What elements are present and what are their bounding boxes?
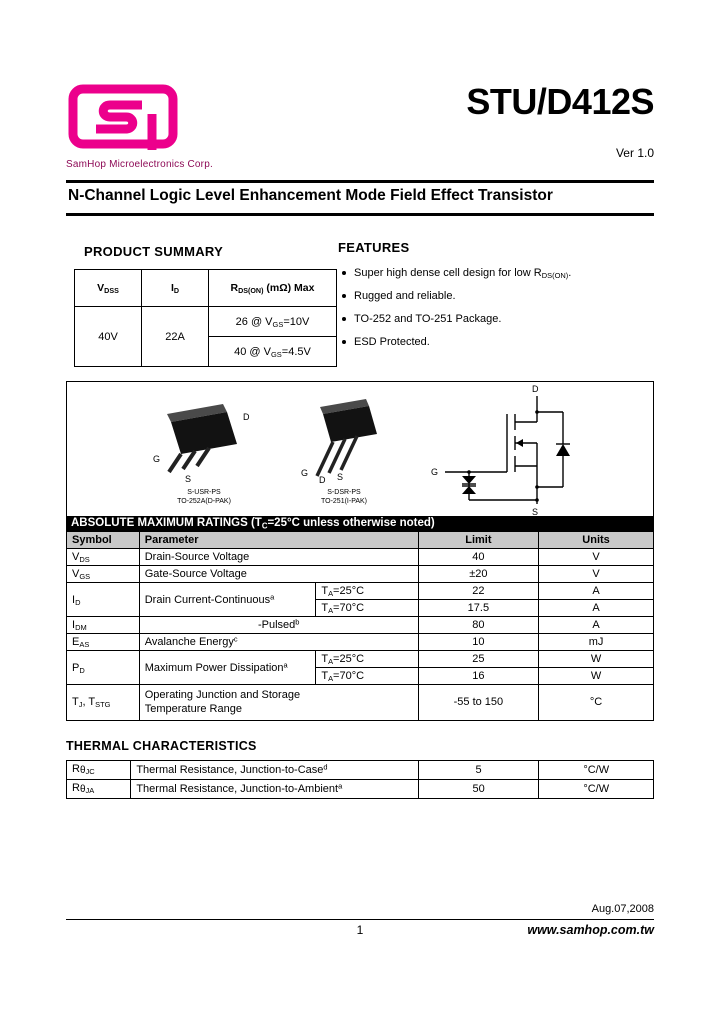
features-section bbox=[338, 240, 654, 367]
row-vds bbox=[67, 549, 653, 566]
mosfet-pin-d: D bbox=[532, 384, 539, 394]
symbol-cell: $P_D$ bbox=[67, 651, 139, 685]
units-cell: A bbox=[539, 617, 653, 634]
parameter-cell: Drain Current-Continuous$^a$ bbox=[139, 583, 316, 617]
limit-cell: 80 bbox=[418, 617, 538, 634]
units-cell: V bbox=[539, 566, 653, 583]
abs-max-ratings-title: ABSOLUTE MAXIMUM RATINGS ($T_C=25^\circ C$ unless otherwise noted) bbox=[67, 516, 653, 531]
pin-label-g: G bbox=[153, 454, 161, 464]
units-cell: W bbox=[539, 668, 653, 685]
summary-row-1 bbox=[75, 307, 337, 337]
symbol-cell: $T_J$, $T_{STG}$ bbox=[67, 685, 139, 720]
symbol-cell: $R\theta_{JA}$ bbox=[67, 779, 131, 798]
header-limit: Limit bbox=[418, 532, 538, 549]
limit-cell: 10 bbox=[418, 634, 538, 651]
rds-value-10v: 26 @ $V_{GS}=10V$ bbox=[209, 307, 337, 337]
pin-label-s: S bbox=[337, 472, 344, 482]
to252-package-drawing bbox=[141, 398, 267, 484]
parameter-cell: Operating Junction and Storage Temperature Range bbox=[139, 685, 418, 720]
product-summary-heading: PRODUCT SUMMARY bbox=[84, 244, 224, 259]
pin-label-d: D bbox=[319, 475, 326, 484]
symbol-cell: $I_{DM}$ bbox=[67, 617, 139, 634]
parameter-cell: -Pulsed$^b$ bbox=[139, 617, 418, 634]
feature-item: ESD Protected. bbox=[342, 336, 654, 348]
footer-divider bbox=[66, 919, 654, 920]
bullet-icon bbox=[342, 317, 346, 321]
to251-package-drawing bbox=[289, 396, 399, 484]
mosfet-schematic bbox=[419, 382, 609, 521]
parameter-cell: Avalanche Energy$^c$ bbox=[139, 634, 418, 651]
row-vgs bbox=[67, 566, 653, 583]
row-eas bbox=[67, 634, 653, 651]
units-cell: mJ bbox=[539, 634, 653, 651]
samhop-logo bbox=[66, 84, 184, 150]
mosfet-pin-s: S bbox=[532, 507, 539, 516]
condition-cell: $T_A=70^\circ C$ bbox=[316, 600, 418, 617]
feature-item: TO-252 and TO-251 Package. bbox=[342, 313, 654, 325]
rds-value-4v5: 40 @ $V_{GS}=4.5V$ bbox=[209, 337, 337, 367]
limit-cell: 22 bbox=[418, 583, 538, 600]
limit-cell: -55 to 150 bbox=[418, 685, 538, 720]
rds-header: $R_{DS(ON)}$ (mΩ) Max bbox=[209, 270, 337, 307]
row-rthja bbox=[67, 779, 654, 798]
limit-cell: 5 bbox=[418, 760, 539, 779]
parameter-cell: Maximum Power Dissipation$^a$ bbox=[139, 651, 316, 685]
parameter-cell: Thermal Resistance, Junction-to-Ambient$^a$ bbox=[131, 779, 418, 798]
symbol-cell: $V_{GS}$ bbox=[67, 566, 139, 583]
feature-item: Rugged and reliable. bbox=[342, 290, 654, 302]
limit-cell: 50 bbox=[418, 779, 539, 798]
page-header bbox=[66, 81, 654, 170]
package-name-to252: S-USR-PS TO-252A(D-PAK) bbox=[177, 489, 231, 505]
summary-header-row bbox=[75, 270, 337, 307]
limit-cell: 25 bbox=[418, 651, 538, 668]
id-header: $I_D$ bbox=[142, 270, 209, 307]
pin-label-g: G bbox=[301, 468, 309, 478]
units-cell: °C bbox=[539, 685, 653, 720]
symbol-cell: $E_{AS}$ bbox=[67, 634, 139, 651]
page-footer bbox=[66, 923, 654, 939]
ratings-figure-box bbox=[66, 381, 654, 721]
vdss-value: 40V bbox=[75, 307, 142, 367]
bullet-icon bbox=[342, 340, 346, 344]
symbol-cell: $I_D$ bbox=[67, 583, 139, 617]
parameter-cell: Thermal Resistance, Junction-to-Case$^d$ bbox=[131, 760, 418, 779]
condition-cell: $T_A=25^\circ C$ bbox=[316, 651, 418, 668]
version-label: Ver 1.0 bbox=[615, 146, 654, 160]
logo-block bbox=[66, 84, 213, 170]
page-number: 1 bbox=[356, 922, 364, 937]
parameter-cell: Gate-Source Voltage bbox=[139, 566, 418, 583]
package-to252 bbox=[141, 398, 267, 506]
condition-cell: $T_A=70^\circ C$ bbox=[316, 668, 418, 685]
limit-cell: 40 bbox=[418, 549, 538, 566]
product-summary-section bbox=[66, 240, 338, 367]
thermal-heading: THERMAL CHARACTERISTICS bbox=[66, 738, 257, 753]
row-tj-tstg bbox=[67, 685, 653, 720]
units-cell: V bbox=[539, 549, 653, 566]
symbol-cell: $V_{DS}$ bbox=[67, 549, 139, 566]
part-number: STU/D412S bbox=[466, 81, 654, 122]
symbol-cell: $R\theta_{JC}$ bbox=[67, 760, 131, 779]
bullet-icon bbox=[342, 294, 346, 298]
parameter-cell: Drain-Source Voltage bbox=[139, 549, 418, 566]
features-list bbox=[342, 267, 654, 348]
units-cell: °C/W bbox=[539, 760, 654, 779]
date-label: Aug.07,2008 bbox=[591, 902, 654, 915]
limit-cell: ±20 bbox=[418, 566, 538, 583]
header-right bbox=[466, 81, 654, 160]
company-name: SamHop Microelectronics Corp. bbox=[66, 159, 213, 170]
header-units: Units bbox=[539, 532, 653, 549]
row-idm bbox=[67, 617, 653, 634]
id-value: 22A bbox=[142, 307, 209, 367]
pin-label-s: S bbox=[185, 474, 192, 484]
units-cell: A bbox=[539, 600, 653, 617]
page-title: N-Channel Logic Level Enhancement Mode Field Effect Transistor bbox=[66, 180, 654, 216]
package-drawings bbox=[67, 382, 653, 516]
summary-features-section bbox=[66, 240, 654, 367]
header-parameter: Parameter bbox=[139, 532, 418, 549]
units-cell: W bbox=[539, 651, 653, 668]
thermal-table bbox=[66, 760, 654, 799]
abs-header-row bbox=[67, 532, 653, 549]
features-heading: FEATURES bbox=[338, 240, 410, 255]
row-rthjc bbox=[67, 760, 654, 779]
mosfet-pin-g: G bbox=[431, 467, 439, 477]
row-id-ta25 bbox=[67, 583, 653, 600]
limit-cell: 16 bbox=[418, 668, 538, 685]
abs-max-ratings-table bbox=[67, 531, 653, 720]
mosfet-symbol bbox=[419, 382, 609, 516]
units-cell: °C/W bbox=[539, 779, 654, 798]
package-name-to251: S-DSR-PS TO-251(I-PAK) bbox=[320, 489, 368, 505]
limit-cell: 17.5 bbox=[418, 600, 538, 617]
vdss-header: $V_{DSS}$ bbox=[75, 270, 142, 307]
feature-item: Super high dense cell design for low $R_{DS(ON)}$. bbox=[342, 267, 654, 279]
website-label: www.samhop.com.tw bbox=[527, 922, 654, 937]
row-pd-ta25 bbox=[67, 651, 653, 668]
pin-label-d: D bbox=[243, 412, 250, 422]
condition-cell: $T_A=25^\circ C$ bbox=[316, 583, 418, 600]
units-cell: A bbox=[539, 583, 653, 600]
product-summary-table bbox=[74, 269, 337, 367]
bullet-icon bbox=[342, 271, 346, 275]
header-symbol: Symbol bbox=[67, 532, 139, 549]
package-to251 bbox=[289, 396, 399, 506]
